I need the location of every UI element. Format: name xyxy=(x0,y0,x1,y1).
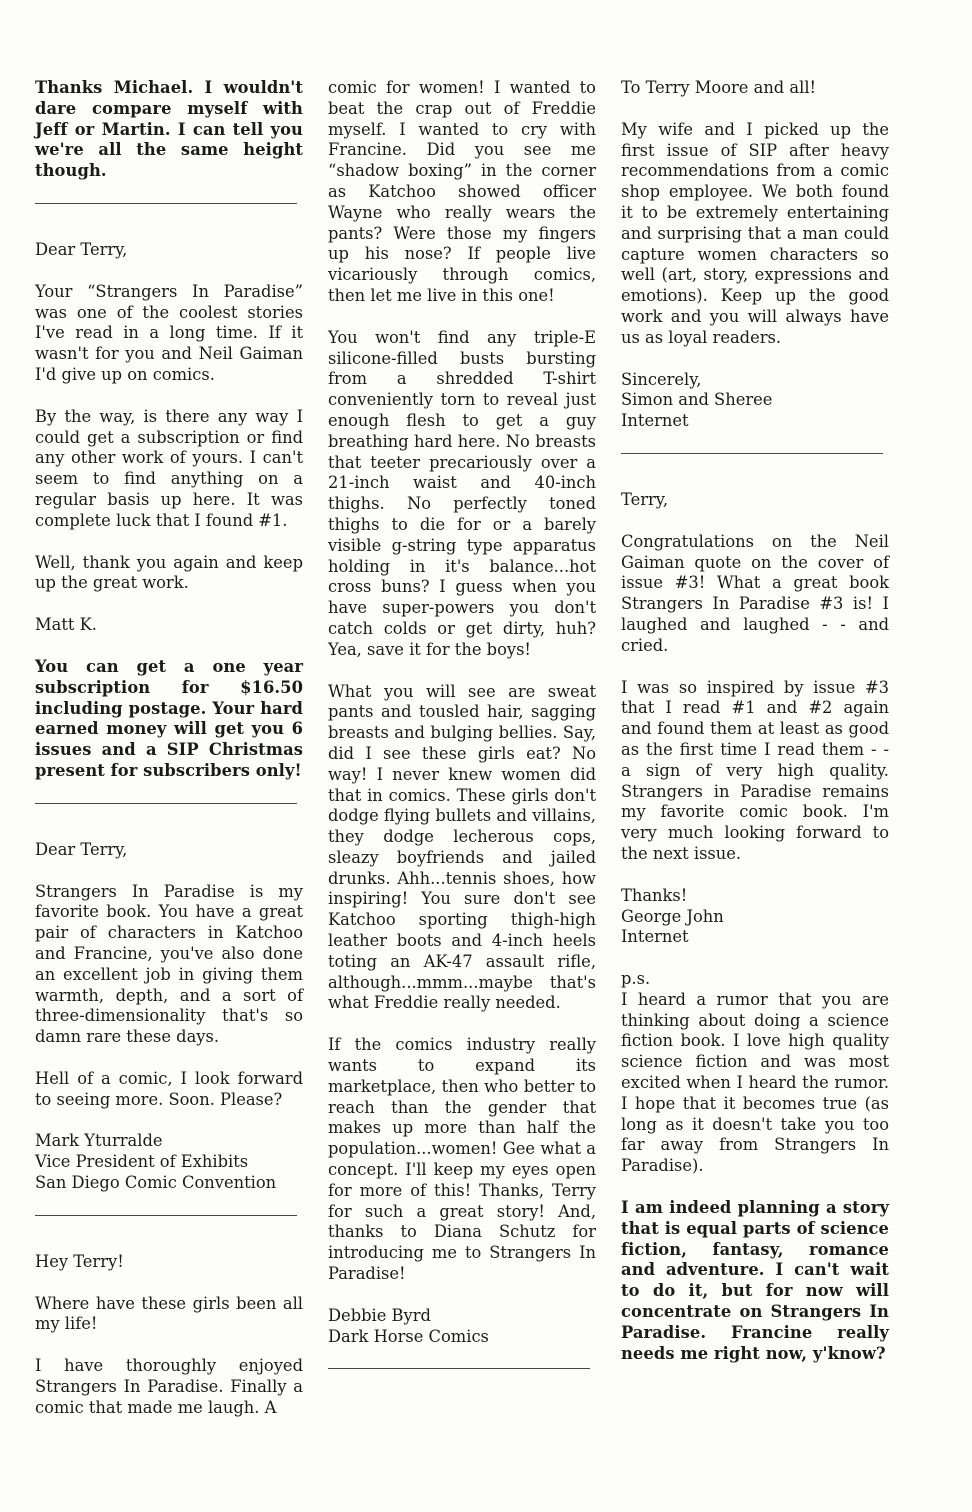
editor-reply: You can get a one year subscription for $16.50 including postage. Your hard earned money will get you 6 issues and a SIP Christmas present for subscribers only! xyxy=(35,656,303,780)
letter-paragraph: I was so inspired by issue #3 that I read #1 and #2 again and found them at least as good as the first time I read them - - a sign of very high quality. Strangers in Paradise remains my favorite comic book. I'm very much looking forward to the next issue. xyxy=(621,677,889,863)
letter-paragraph: Where have these girls been all my life! xyxy=(35,1293,303,1334)
divider xyxy=(35,1215,297,1216)
postscript-label: p.s. xyxy=(621,969,651,989)
signature-line: Vice President of Exhibits xyxy=(35,1152,249,1172)
letter-salutation: Dear Terry, xyxy=(35,839,128,859)
editor-reply: Thanks Michael. I wouldn't dare compare myself with Jeff or Martin. I can tell you we're all the same height though. xyxy=(35,78,303,181)
letter-paragraph: I have thoroughly enjoyed Strangers In Paradise. Finally a comic that made me laugh. A xyxy=(35,1356,303,1417)
signature-line: Internet xyxy=(621,927,689,947)
divider xyxy=(621,453,883,454)
letter-paragraph: Strangers In Paradise is my favorite book. You have a great pair of characters in Katchoo and Francine, you've also done an excellent job in giving them warmth, depth, and a sort of three-dimensionality that's so damn rare these days. xyxy=(35,881,303,1047)
letter-signature xyxy=(621,370,889,432)
letter-paragraph: By the way, is there any way I could get a subscription or find any other work of yours. I can't seem to find anything on a regular basis up here. It was complete luck that I found #1. xyxy=(35,406,303,530)
letter-salutation: Hey Terry! xyxy=(35,1251,124,1271)
signature-line: Debbie Byrd xyxy=(328,1305,431,1325)
letter-paragraph: Well, thank you again and keep up the great work. xyxy=(35,552,303,593)
letter-signature xyxy=(35,1131,303,1193)
column-middle xyxy=(328,78,596,1405)
letter-paragraph: Congratulations on the Neil Gaiman quote on the cover of issue #3! What a great book Strangers In Paradise #3 is! I laughed and laughed - - and cried. xyxy=(621,531,889,655)
letter-signature xyxy=(328,1306,596,1348)
letter-paragraph: You won't find any triple-E silicone-filled busts bursting from a shredded T-shirt conveniently torn to reveal just enough flesh to get a guy breathing hard here. No breasts that teeter precariously over a 21-inch waist and 40-inch thighs. No perfectly toned thighs to die for or a barely visible g-string type apparatus holding in it's balance...hot cross buns? I guess when you have super-powers you don't catch colds or get dirty, huh? Yea, save it for the boys! xyxy=(328,327,596,659)
editor-reply: I am indeed planning a story that is equal parts of science fiction, fantasy, romance and adventure. I can't wait to do it, but for now will concentrate on Strangers In Paradise. Francine really needs me right now, y'know? xyxy=(621,1198,889,1363)
letter-salutation: Dear Terry, xyxy=(35,239,128,259)
signature-line: Mark Yturralde xyxy=(35,1131,163,1151)
signature-line: Sincerely, xyxy=(621,369,702,389)
column-left xyxy=(35,78,303,1440)
letter-paragraph: Your “Strangers In Paradise” was one of the coolest stories I've read in a long time. If it wasn't for you and Neil Gaiman I'd give up on comics. xyxy=(35,281,303,384)
postscript xyxy=(621,969,889,1177)
signature-line: Simon and Sheree xyxy=(621,390,773,410)
divider xyxy=(328,1368,590,1369)
signature-line: Thanks! xyxy=(621,885,688,905)
postscript-text: I heard a rumor that you are thinking about doing a science fiction book. I love high quality science fiction and was most excited when I heard the rumor. I hope that it becomes true (as long as it doesn't take you too far away from Strangers In Paradise). xyxy=(621,989,889,1176)
divider xyxy=(35,203,297,204)
letter-paragraph: My wife and I picked up the first issue of SIP after heavy recommendations from a comic shop employee. We both found it to be extremely entertaining and surprising that a man could capture women characters so well (art, story, expressions and emotions). Keep up the good work and you will always have us as loyal readers. xyxy=(621,119,889,347)
divider xyxy=(35,803,297,804)
letter-paragraph: comic for women! I wanted to beat the crap out of Freddie myself. I wanted to cry with Francine. Did you see me “shadow boxing” in the corner as Katchoo showed officer Wayne who really wears the pants? Were those my fingers up his nose? If people live vicariously through comics, then let me live in this one! xyxy=(328,78,596,305)
signature-line: George John xyxy=(621,906,724,926)
signature-line: Dark Horse Comics xyxy=(328,1326,489,1346)
letter-paragraph: If the comics industry really wants to expand its marketplace, then who better to reach than the gender that makes up more than half the population...women! Gee what a concept. I'll keep my eyes open for more of this! Thanks, Terry for such a great story! And, thanks to Diana Schutz for introducing me to Strangers In Paradise! xyxy=(328,1035,596,1284)
column-right xyxy=(621,78,889,1385)
letter-signature xyxy=(621,886,889,948)
signature-line: Internet xyxy=(621,411,689,431)
letter-signature: Matt K. xyxy=(35,615,97,635)
letter-paragraph: Hell of a comic, I look forward to seeing more. Soon. Please? xyxy=(35,1068,303,1109)
signature-line: San Diego Comic Convention xyxy=(35,1173,277,1193)
letter-paragraph: What you will see are sweat pants and tousled hair, sagging breasts and bulging bellies. Say, did I see these girls eat? No way! I never knew women did that in comics. These girls don't dodge flying bullets and villains, they dodge lecherous cops, sleazy boyfriends and jailed drunks. Ahh...tennis shoes, how inspiring! You sure don't see Katchoo sporting thigh-high leather boots and 4-inch heels toting an AK-47 assault rifle, although...mmm...maybe that's what Freddie really needed. xyxy=(328,681,596,1013)
letter-salutation: To Terry Moore and all! xyxy=(621,78,817,97)
letter-salutation: Terry, xyxy=(621,489,669,509)
